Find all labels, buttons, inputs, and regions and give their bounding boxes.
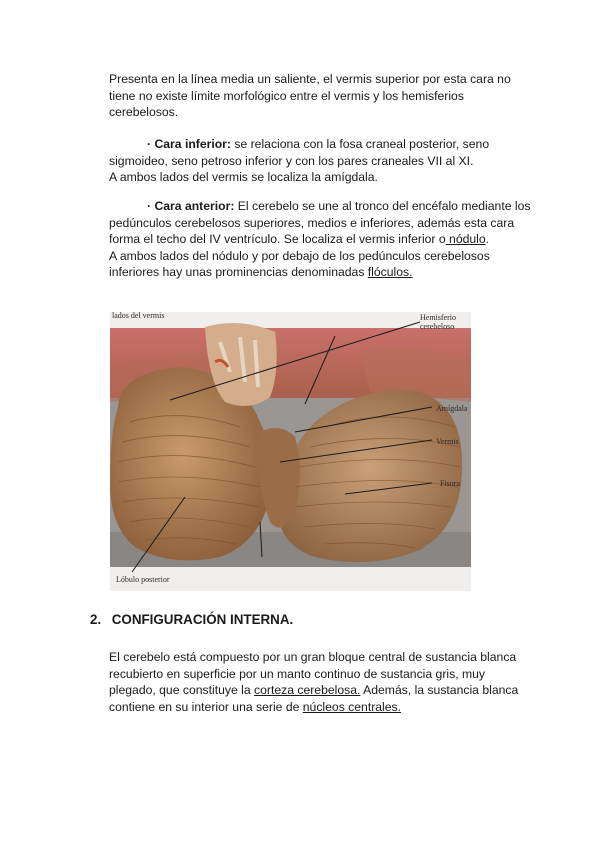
text-line: pedúnculos cerebelosos superiores, medios e inferiores, además esta cara	[109, 215, 515, 230]
section-number: 2.	[90, 612, 102, 627]
paragraph-cara-superior	[109, 71, 539, 121]
bullet-dot: ·	[147, 199, 152, 213]
paragraph-cara-anterior	[109, 198, 539, 281]
text-span: Además, la sustancia blanca	[360, 683, 519, 698]
text-line	[109, 682, 539, 699]
text-line: Presenta en la línea media un saliente, el vermis superior por esta cara no	[109, 72, 511, 86]
text-span: inferiores hay unas prominencias denominadas	[109, 265, 368, 280]
text-line: El cerebelo está compuesto por un gran bloque central de sustancia blanca	[109, 650, 517, 664]
text-line	[109, 231, 539, 248]
label-vermis: Vermis	[436, 437, 459, 446]
heading-cara-anterior: Cara anterior:	[154, 199, 235, 213]
paragraph-configuracion-interna	[109, 649, 539, 715]
text-line	[109, 699, 539, 716]
text-span: .	[485, 232, 490, 247]
text-line: A ambos lados del nódulo y por debajo de los pedúnculos cerebelosos	[109, 248, 490, 263]
text-line	[109, 136, 539, 153]
text-span: forma el techo del IV ventrículo. Se localiza el vermis inferior o	[109, 232, 446, 247]
link-nucleos: núcleos centrales.	[302, 699, 402, 714]
text-line: tiene no existe límite morfológico entre el vermis y los hemisferios	[109, 88, 464, 103]
text-line	[109, 198, 539, 215]
label-amigdala: Amígdala	[436, 404, 468, 413]
label-fisura: Fisura	[440, 479, 460, 488]
cerebellum-figure	[110, 312, 471, 591]
heading-cara-inferior: Cara inferior:	[154, 137, 231, 151]
cerebellum-illustration	[110, 312, 471, 591]
text-span: se relaciona con la fosa craneal posterior, seno	[230, 137, 490, 151]
text-span: contiene en su interior una serie de	[109, 699, 303, 714]
text-line: recubierto en superficie por un manto continuo de sustancia gris, muy	[109, 666, 485, 681]
label-cerebeloso: cerebeloso	[420, 322, 455, 331]
section-heading	[90, 612, 293, 627]
bullet-dot: ·	[147, 137, 152, 151]
label-lobulo-posterior: Lóbulo posterior	[116, 575, 170, 584]
label-hemisferio: Hemisferio	[420, 313, 456, 322]
link-nodulo: nódulo	[445, 232, 486, 247]
text-line: sigmoideo, seno petroso inferior y con los pares craneales VII al XI.	[109, 153, 474, 168]
text-line: A ambos lados del vermis se localiza la amígdala.	[109, 170, 378, 185]
figure-top-label: lados del vermis	[112, 312, 165, 320]
paragraph-cara-inferior	[109, 136, 539, 186]
text-line: cerebelosos.	[109, 105, 179, 120]
text-span: plegado, que constituye la	[109, 683, 255, 698]
text-span: El cerebelo se une al tronco del encéfalo mediante los	[234, 199, 531, 213]
link-floculos: flóculos.	[367, 265, 413, 280]
section-title: CONFIGURACIÓN INTERNA.	[111, 612, 294, 627]
text-line	[109, 264, 539, 281]
link-corteza: corteza cerebelosa.	[254, 683, 361, 698]
